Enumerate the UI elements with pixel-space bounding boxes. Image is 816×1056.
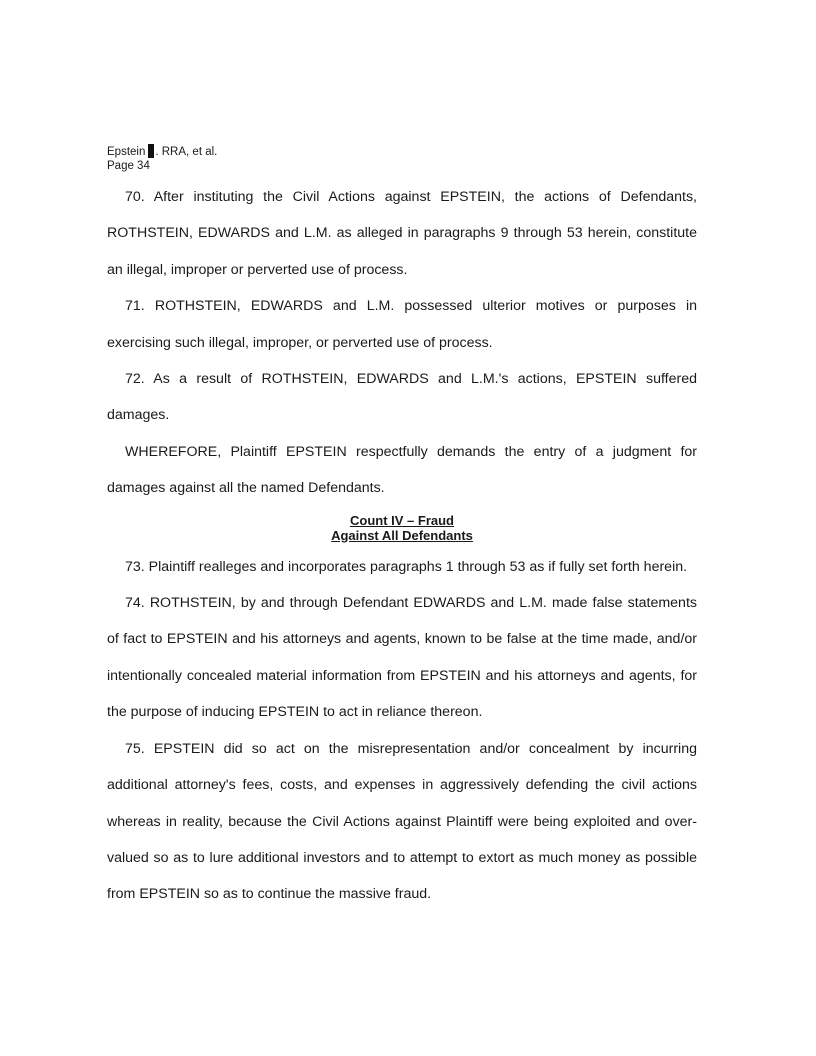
paragraph-75: 75. EPSTEIN did so act on the misrepresentation and/or concealment by incurring additional attorney's fees, costs, and expenses in aggressively defending the civil actions whereas in reality, because the Civil Actions against Plaintiff were being exploited and over-valued so as to lure additional investors and to attempt to extort as much money as possible from EPSTEIN so as to continue the massive fraud. bbox=[107, 740, 697, 903]
section-heading bbox=[107, 513, 697, 543]
paragraph-74: 74. ROTHSTEIN, by and through Defendant EDWARDS and L.M. made false statements of fact to EPSTEIN and his attorneys and agents, known to be false at the time made, and/or intentionally concealed material information from EPSTEIN and his attorneys and agents, for the purpose of inducing EPSTEIN to act in reliance thereon. bbox=[107, 595, 697, 721]
paragraph-73: 73. Plaintiff realleges and incorporates paragraphs 1 through 53 as if fully set forth herein. bbox=[125, 558, 688, 575]
page-header bbox=[107, 144, 217, 173]
case-caption-prefix: Epstein bbox=[107, 146, 146, 158]
redaction-box bbox=[148, 144, 154, 158]
section-heading-subtitle: Against All Defendants bbox=[331, 527, 473, 543]
paragraph-70: 70. After instituting the Civil Actions against EPSTEIN, the actions of Defendants, ROTHSTEIN, EDWARDS and L.M. as alleged in paragraphs 9 through 53 herein, constitute an illegal, improper or perverted use of process. bbox=[107, 189, 697, 278]
case-caption-suffix: . RRA, et al. bbox=[155, 146, 218, 158]
page-number: Page 34 bbox=[107, 160, 150, 172]
document-body bbox=[107, 179, 697, 913]
paragraph-71: 71. ROTHSTEIN, EDWARDS and L.M. possessed ulterior motives or purposes in exercising such illegal, improper, or perverted use of process. bbox=[107, 298, 697, 351]
wherefore-clause: WHEREFORE, Plaintiff EPSTEIN respectfully demands the entry of a judgment for damages against all the named Defendants. bbox=[107, 443, 697, 497]
paragraph-72: 72. As a result of ROTHSTEIN, EDWARDS and L.M.'s actions, EPSTEIN suffered damages. bbox=[107, 371, 697, 424]
case-caption bbox=[107, 144, 217, 159]
section-heading-title: Count IV – Fraud bbox=[350, 512, 454, 528]
